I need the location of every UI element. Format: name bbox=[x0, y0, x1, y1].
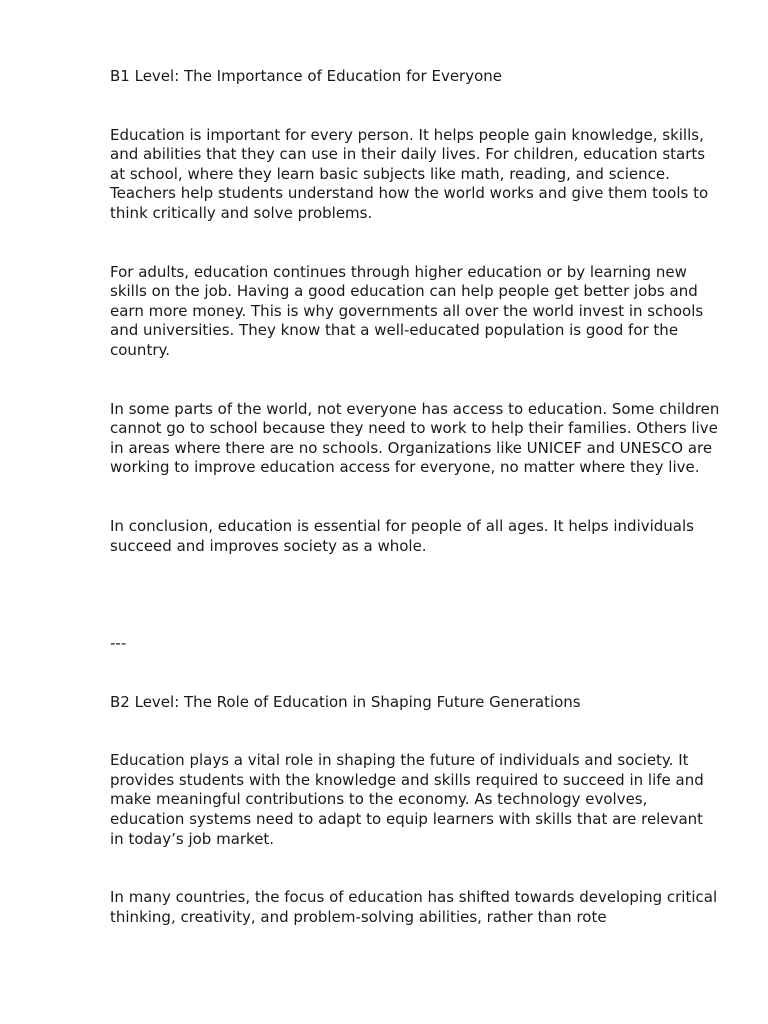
b1-paragraph-1: Education is important for every person. It helps people gain knowledge, skills, and abilities that they can use in their daily lives. For children, education starts at school, where they learn basic subjects like math, reading, and science. Teachers help students understand how the world works and give them tools to think critically and solve problems. bbox=[110, 125, 709, 222]
b1-paragraph-3: In some parts of the world, not everyone has access to education. Some children cannot go to school because they need to work to help their families. Others live in areas where there are no schools. Organizations like UNICEF and UNESCO are working to improve education access for everyone, no matter where they live. bbox=[110, 399, 720, 477]
b2-heading: B2 Level: The Role of Education in Shaping Future Generations bbox=[110, 692, 581, 711]
b2-paragraph-1: Education plays a vital role in shaping the future of individuals and society. It provides students with the knowledge and skills required to succeed in life and make meaningful contributions to the economy. As technology evolves, education systems need to adapt to equip learners with skills that are relevant in today’s job market. bbox=[110, 751, 704, 848]
document-page bbox=[110, 67, 720, 966]
b1-paragraph-4: In conclusion, education is essential for people of all ages. It helps individuals succeed and improves society as a whole. bbox=[110, 516, 694, 555]
b1-paragraph-2: For adults, education continues through higher education or by learning new skills on the job. Having a good education can help people get better jobs and earn more money. This is why governments all over the world invest in schools and universities. They know that a well-educated population is good for the country. bbox=[110, 262, 704, 359]
section-separator: --- bbox=[110, 634, 127, 653]
b2-paragraph-2: In many countries, the focus of education has shifted towards developing critical thinking, creativity, and problem-solving abilities, rather than rote bbox=[110, 888, 718, 926]
b1-heading: B1 Level: The Importance of Education for Everyone bbox=[110, 67, 503, 85]
